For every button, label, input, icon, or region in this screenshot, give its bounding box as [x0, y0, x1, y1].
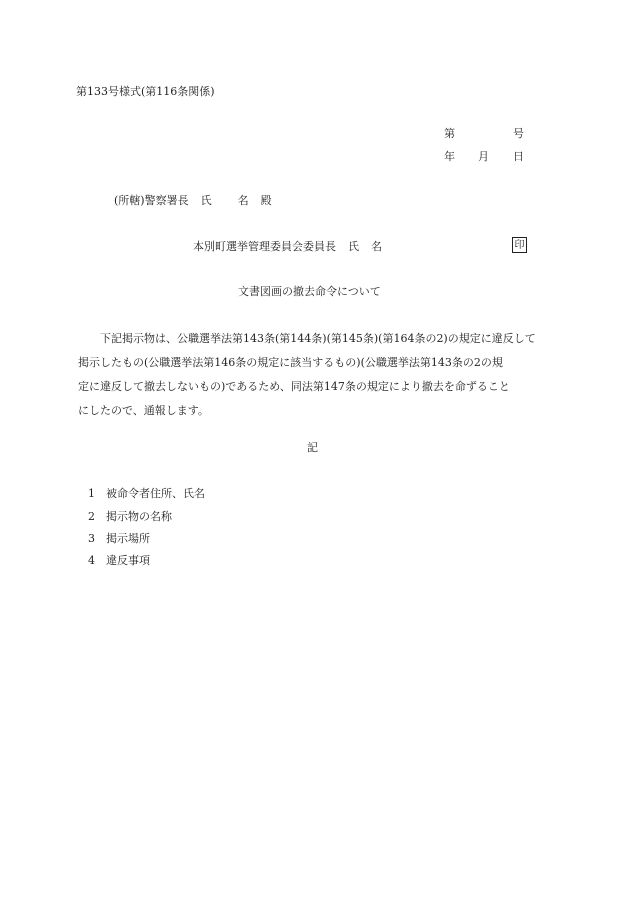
seal-box: 印 [512, 237, 527, 253]
list-item [88, 510, 172, 524]
list-item-number: 3 [88, 532, 95, 545]
list-item-label: 違反事項 [106, 554, 150, 567]
date-month-label: 月 [478, 150, 489, 163]
list-item [88, 487, 205, 501]
addressee-line [114, 194, 272, 208]
addressee-name-2: 名 [237, 194, 249, 207]
date-day-label: 日 [513, 150, 524, 163]
ki-heading: 記 [307, 441, 318, 454]
sender-line [193, 240, 382, 254]
body-line-4: にしたので、通報します。 [78, 404, 209, 417]
addressee-name-1: 氏 [200, 194, 212, 207]
body-line-1: 下記掲示物は、公職選挙法第143条(第144条)(第145条)(第164条の2)の規定に違反して [100, 332, 536, 345]
form-label: 第133号様式(第116条関係) [76, 85, 215, 98]
document-subject: 文書図画の撤去命令について [238, 285, 381, 298]
list-item-label: 掲示場所 [106, 532, 150, 545]
list-item-label: 掲示物の名称 [106, 510, 172, 523]
sender-name-2: 名 [371, 240, 382, 253]
list-item [88, 532, 150, 546]
addressee-honorific: 殿 [260, 194, 272, 207]
addressee-prefix: (所轄)警察署長 [114, 194, 189, 207]
doc-number-label: 第 [444, 127, 455, 140]
list-item-number: 4 [88, 554, 95, 567]
sender-title: 本別町選挙管理委員会委員長 [193, 240, 336, 253]
list-item-number: 2 [88, 510, 95, 523]
date-year-label: 年 [444, 150, 455, 163]
doc-number-suffix: 号 [513, 127, 524, 140]
body-line-2: 掲示したもの(公職選挙法第146条の規定に該当するもの)(公職選挙法第143条の2の規 [78, 356, 503, 369]
sender-name-1: 氏 [348, 240, 359, 253]
body-paragraph [78, 327, 553, 423]
list-item-number: 1 [88, 487, 95, 500]
list-item-label: 被命令者住所、氏名 [106, 487, 205, 500]
body-line-3: 定に違反して撤去しないもの)であるため、同法第147条の規定により撤去を命ずること [78, 380, 510, 393]
list-item [88, 554, 150, 568]
